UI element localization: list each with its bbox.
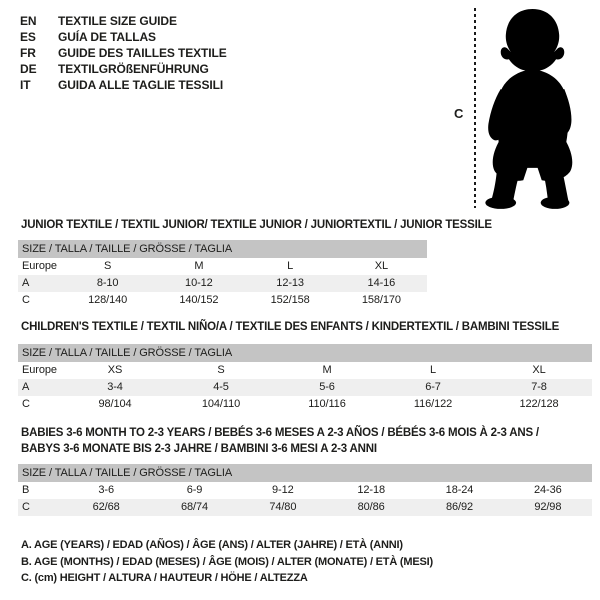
table-cell: 5-6: [319, 381, 335, 393]
table-cell: 3-4: [107, 381, 123, 393]
lang-title: GUIDE DES TAILLES TEXTILE: [58, 46, 227, 60]
table-row: [18, 396, 592, 413]
row-label: C: [22, 501, 30, 513]
footnote-b: B. AGE (MONTHS) / EDAD (MESES) / ÂGE (MOIS) / ALTER (MONATE) / ETÀ (MESI): [21, 555, 433, 568]
table-cell: 68/74: [180, 501, 208, 513]
table-cell: 98/104: [98, 398, 132, 410]
table-cell: 4-5: [213, 381, 229, 393]
table-cell: 10-12: [185, 277, 213, 289]
size-header-band: SIZE / TALLA / TAILLE / GRÖSSE / TAGLIA: [18, 240, 427, 258]
table-cell: 7-8: [531, 381, 547, 393]
table-cell: 14-16: [367, 277, 396, 289]
language-title-list: [20, 13, 227, 93]
table-cell: 18-24: [445, 484, 474, 496]
lang-title: TEXTILGRÖßENFÜHRUNG: [58, 62, 209, 76]
table-row: [18, 482, 592, 499]
babies-title-line2: BABYS 3-6 MONATE BIS 2-3 JAHRE / BAMBINI 3-6 MESI A 2-3 ANNI: [21, 443, 377, 455]
table-cell: 110/116: [308, 398, 346, 410]
height-figure: [452, 4, 592, 214]
row-label: C: [22, 294, 30, 306]
table-cell: S: [217, 364, 225, 376]
lang-title: GUÍA DE TALLAS: [58, 30, 156, 44]
table-cell: M: [194, 260, 204, 272]
children-size-table: [18, 344, 592, 413]
table-cell: 86/92: [445, 501, 473, 513]
footnote-c: C. (cm) HEIGHT / ALTURA / HAUTEUR / HÖHE / ALTEZZA: [21, 572, 308, 584]
row-label: A: [22, 277, 30, 289]
height-dashed-line: [474, 8, 476, 208]
size-header-band: SIZE / TALLA / TAILLE / GRÖSSE / TAGLIA: [18, 464, 592, 482]
row-label: C: [22, 398, 30, 410]
table-cell: 104/110: [201, 398, 241, 410]
table-cell: 9-12: [272, 484, 294, 496]
table-cell: 140/152: [179, 294, 219, 306]
table-cell: 24-36: [534, 484, 562, 496]
lang-title: GUIDA ALLE TAGLIE TESSILI: [58, 78, 224, 92]
children-section-title: CHILDREN'S TEXTILE / TEXTIL NIÑO/A / TEXTILE DES ENFANTS / KINDERTEXTIL / BAMBINI TESSILE: [21, 321, 560, 333]
table-cell: M: [322, 364, 332, 376]
table-cell: XS: [107, 364, 123, 376]
table-cell: 92/98: [534, 501, 562, 513]
table-cell: 158/170: [361, 294, 401, 306]
junior-size-table: [18, 240, 427, 309]
lang-code: FR: [20, 46, 36, 60]
table-cell: L: [429, 364, 437, 376]
junior-section-title: JUNIOR TEXTILE / TEXTIL JUNIOR/ TEXTILE JUNIOR / JUNIORTEXTIL / JUNIOR TESSILE: [21, 219, 492, 231]
table-cell: 12-13: [276, 277, 304, 289]
table-cell: XL: [374, 260, 388, 272]
table-cell: 8-10: [96, 277, 119, 289]
table-cell: 74/80: [269, 501, 297, 513]
row-label: Europe: [22, 260, 57, 272]
lang-code: IT: [20, 78, 31, 92]
lang-row-it: [20, 77, 227, 93]
table-cell: 122/128: [519, 398, 559, 410]
lang-row-es: [20, 29, 227, 45]
table-cell: 152/158: [270, 294, 310, 306]
table-cell: 128/140: [88, 294, 128, 306]
lang-row-en: [20, 13, 227, 29]
table-cell: XL: [532, 364, 546, 376]
babies-size-table: [18, 464, 592, 516]
table-row: [18, 362, 592, 379]
lang-title: TEXTILE SIZE GUIDE: [58, 14, 177, 28]
table-cell: 6-9: [186, 484, 203, 496]
table-cell: 3-6: [98, 484, 114, 496]
babies-title-line1: BABIES 3-6 MONTH TO 2-3 YEARS / BEBÉS 3-6 MESES A 2-3 AÑOS / BÉBÉS 3-6 MOIS À 2-3 ANS /: [21, 427, 539, 439]
table-cell: L: [287, 260, 294, 272]
table-cell: 62/68: [92, 501, 120, 513]
baby-silhouette-icon: [485, 7, 580, 212]
table-cell: 12-18: [357, 484, 385, 496]
table-cell: S: [104, 260, 112, 272]
table-row: [18, 258, 427, 275]
babies-section-title: [21, 425, 539, 457]
table-cell: 6-7: [425, 381, 441, 393]
table-cell: 116/122: [413, 398, 453, 410]
lang-code: ES: [20, 30, 36, 44]
lang-code: EN: [20, 14, 37, 28]
table-row: [18, 275, 427, 292]
footnotes: [21, 537, 433, 587]
lang-row-fr: [20, 45, 227, 61]
height-marker-label: C: [454, 106, 464, 121]
row-label: A: [22, 381, 30, 393]
row-label: Europe: [22, 364, 57, 376]
footnote-a: A. AGE (YEARS) / EDAD (AÑOS) / ÂGE (ANS) / ALTER (JAHRE) / ETÀ (ANNI): [21, 539, 403, 551]
size-header-band: SIZE / TALLA / TAILLE / GRÖSSE / TAGLIA: [18, 344, 592, 362]
table-row: [18, 292, 427, 309]
row-label: B: [22, 484, 30, 496]
lang-row-de: [20, 61, 227, 77]
table-row: [18, 499, 592, 516]
lang-code: DE: [20, 62, 37, 76]
table-row: [18, 379, 592, 396]
table-cell: 80/86: [357, 501, 385, 513]
